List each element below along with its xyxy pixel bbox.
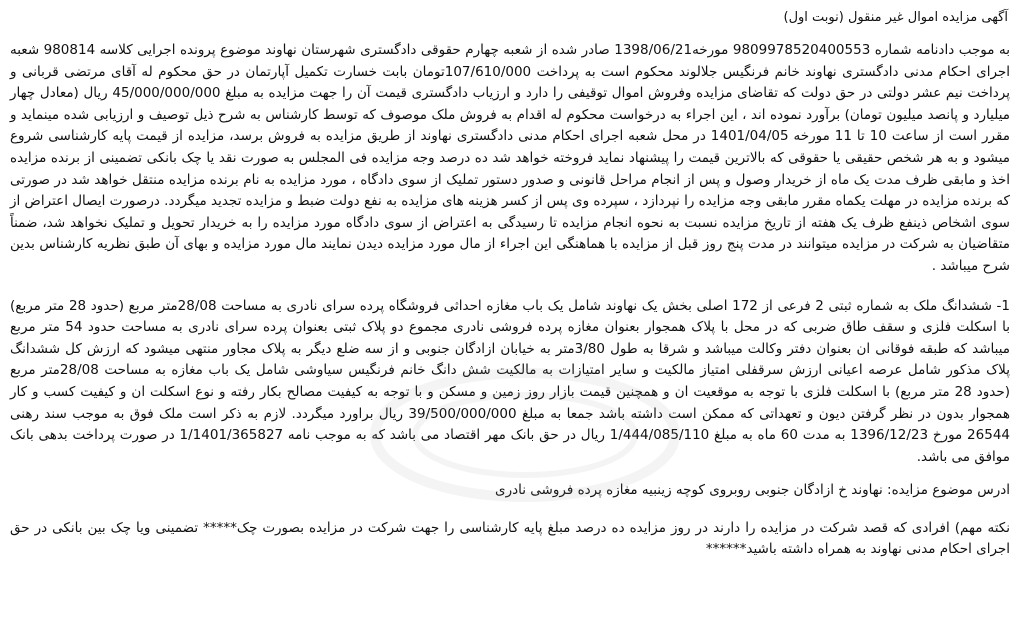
announcement-title: آگهی مزایده اموال غیر منقول (نوبت اول) [783,10,1008,25]
auction-address: ادرس موضوع مزایده: نهاوند خ ازادگان جنوبی روبروی کوچه زینبیه مغازه پرده فروشی نادری [495,482,1010,499]
property-description: 1- ششدانگ ملک به شماره ثبتی 2 فرعی از 172 اصلی بخش یک نهاوند شامل یک باب مغازه احداثی فروشگاه پرده سرای نادری به مساحت 28/08متر مربع (حدود 28 متر مربع) با اسکلت فلزی و سقف طاق ضربی که در محل با پلاک همجوار بعنوان مغازه پرده فروشی نادری مجموع دو پلاک ثبتی بعنوان پرده سرای نادری به مساحت حدود 54 متر مربع میباشد که طبقه فوقانی ان بعنوان دفتر وکالت میباشد و شرقا به طول 3/80متر به خیابان ازادگان جنوبی و از سه ضلع دیگر به پلاک مجاور منتهی میشود که ارزش کل ششدانگ پلاک مذکور شامل عرصه اعیانی ارزش سرقفلی امتیاز مالکیت و سایر امتیازات به مالکیت شش دانگ خانم فرنگیس سیاوشی شامل یک باب مغازه به مساحت 28/08متر مربع (حدود 28 متر مربع) با اسکلت فلزی با توجه به موقعیت ان و همچنین قیمت بازار روز زمین و مسکن و با توجه به کیفیت مصالح بکار رفته و نوع اسکلت ان و کیفیت کسب و کار همجوار بدون در نظر گرفتن دیون و تعهداتی که ممکن است داشته باشد جمعا به مبلغ 39/500/000/000 ریال براورد میگردد. لازم به ذکر است ملک فوق به موجب سند رهنی 26544 مورخ 1396/12/23 به مدت 60 ماه به مبلغ 1/444/085/110 ریال در حق بانک مهر اقتصاد می باشد که به موجب نامه 1/1401/365827 در صورت پرداخت بدهی بانک موافق می باشد. [10,297,1010,465]
main-paragraph: به موجب دادنامه شماره 9809978520400553 مورخه1398/06/21 صادر شده از شعبه چهارم حقوقی دادگستری شهرستان نهاوند موضوع پرونده اجرایی کلاسه 980814 شعبه اجرای احکام مدنی دادگستری نهاوند خانم فرنگیس جلالوند محکوم است به پرداخت 107/610/000تومان بابت خسارت تکمیل آپارتمان در حق محکوم له آقای مرتضی قربانی و پرداخت نیم عشر دولتی در حق دولت که تقاضای مزایده وفروش اموال توقیفی را دارد و ارزیاب دادگستری قیمت آن را جهت مزایده به مبلغ 45/000/000/000 ریال (معادل چهار میلیارد و پانصد میلیون تومان) برآورد نموده اند ، این اجراء به درخواست محکوم له اقدام به فروش ملک موصوف که توسط کارشناس به شرح ذیل توصیف و ارزیابی شده مینماید و مقرر است از ساعت 10 تا 11 مورخه 1401/04/05 در محل شعبه اجرای احکام مدنی دادگستری نهاوند از طریق مزایده به فروش برسد، مزایده از قیمت پایه کارشناسی شروع میشود و به هر شخص حقیقی یا حقوقی که بالاترین قیمت را پیشنهاد نماید فروخته خواهد شد ده درصد وجه مزایده فی المجلس به صورت نقد یا چک بانکی تضمینی از برنده مزایده اخذ و مابقی ظرف مدت یک ماه از خریدار وصول و پس از انجام مراحل قانونی و صدور دستور تملیک از سوی دادگاه ، مورد مزایده به نام برنده مزایده منتقل خواهد شد در صورتی که برنده مزایده در مهلت یکماه مقرر مابقی وجه مزایده را نپردازد ، سپرده وی پس از کسر هزینه های مزایده به نفع دولت ضبط و مزایده تجدید میگردد. درصورت ایصال اعتراض از سوی اشخاص ذینفع ظرف یک هفته از تاریخ مزایده نسبت به نحوه انجام مزایده تا رسیدگی به اعتراض از سوی دادگاه مورد مزایده را به خریدار تحویل و تملیک نخواهد شد، ضمناً متقاضیان به شرکت در مزایده میتوانند در مدت پنج روز قبل از مزایده با هماهنگی این اجراء از مال مورد مزایده دیدن نمایند مال مورد مزایده و بهای آن طبق نظریه کارشناس بدین شرح میباشد . [10,42,1011,274]
announcement-page [8,0,1016,643]
important-note: نکته مهم) افرادی که قصد شرکت در مزایده را دارند در روز مزایده ده درصد مبلغ پایه کارشناسی را جهت شرکت در مزایده بصورت چک***** تضمینی ویا چک بین بانکی در حق اجرای احکام مدنی نهاوند به همراه داشته باشید****** [10,519,1010,558]
